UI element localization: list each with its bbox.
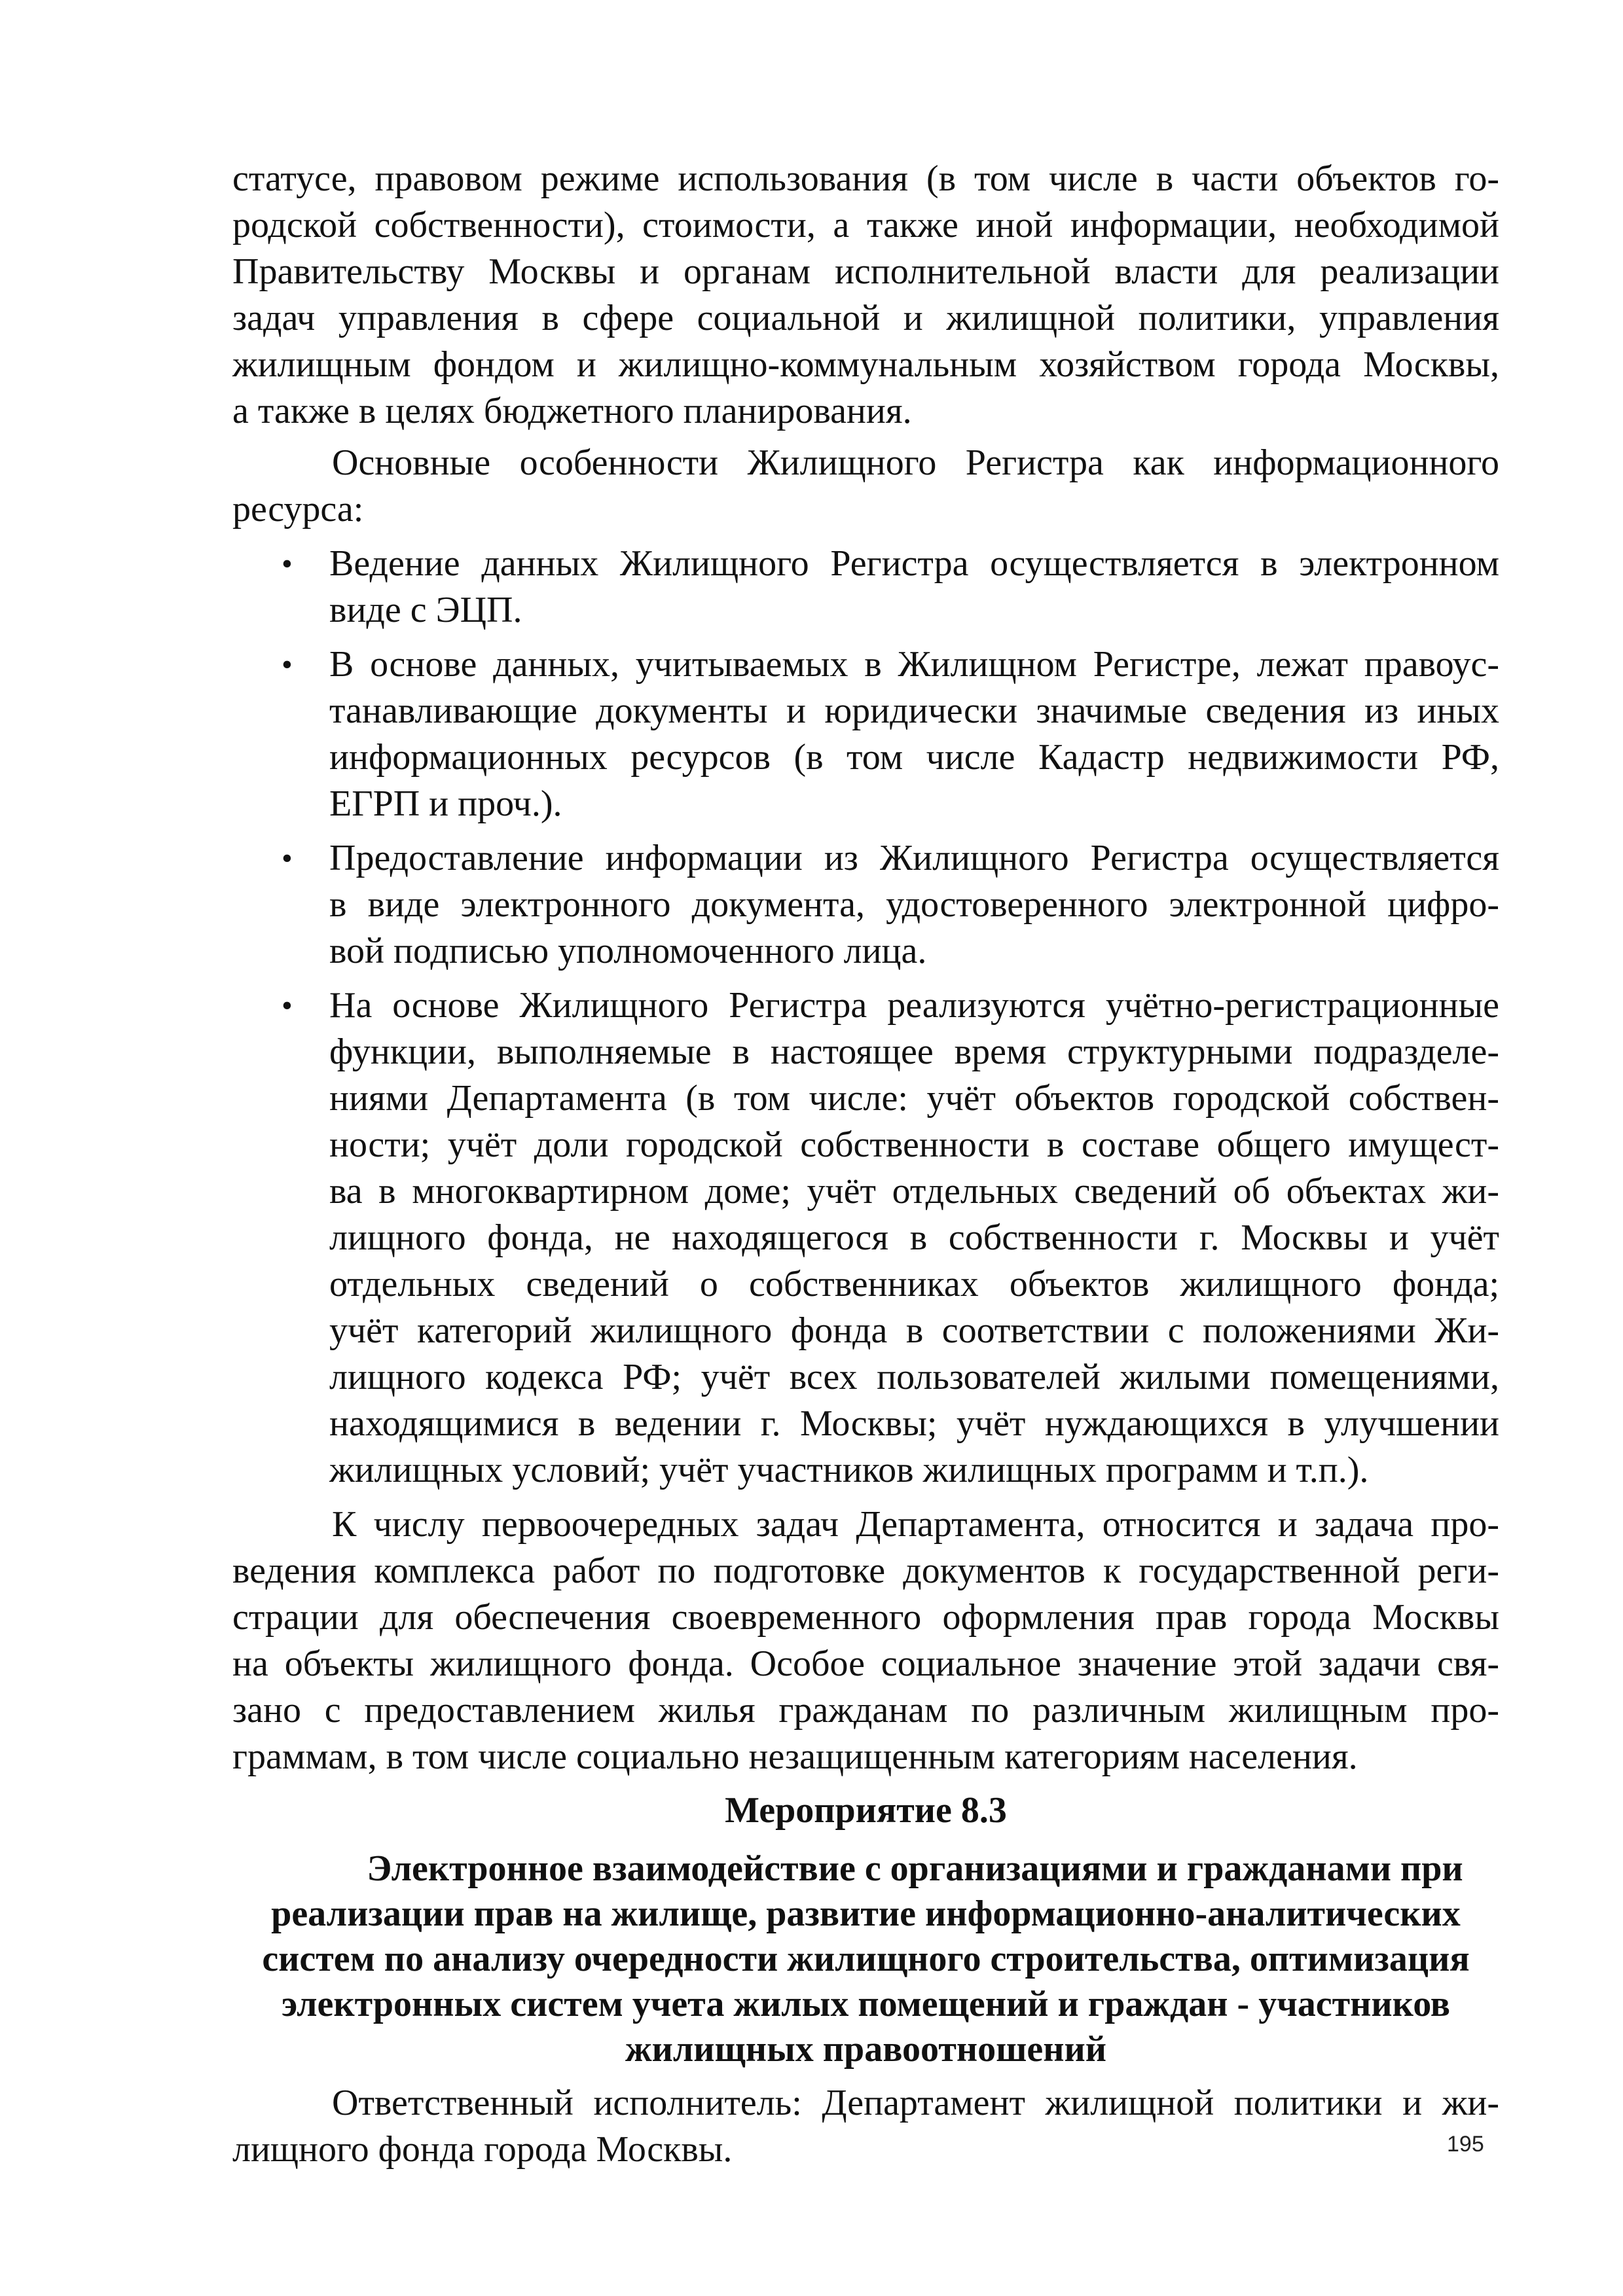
text-line: страции для обеспечения своевременного оформления прав города Москвы (232, 1597, 1499, 1638)
document-page (232, 156, 1499, 2173)
text-line: а также в целях бюджетного планирования. (232, 391, 912, 431)
text-line: вой подписью уполномоченного лица. (329, 931, 927, 971)
text-line: ниями Департамента (в том числе: учёт объектов городской собствен- (329, 1078, 1499, 1119)
text-line: К числу первоочередных задач Департамента, относится и задача про- (332, 1504, 1499, 1545)
heading-line: жилищных правоотношений (625, 2029, 1107, 2070)
text-line: ности; учёт доли городской собственности в составе общего имущест- (329, 1124, 1499, 1165)
text-line: родской собственности), стоимости, а также иной информации, необходимой (232, 205, 1499, 245)
text-line: Ответственный исполнитель: Департамент жилищной политики и жи- (332, 2083, 1499, 2123)
paragraph-main-features (232, 440, 1499, 533)
text-line: лищного фонда, не находящегося в собственности г. Москвы и учёт (329, 1217, 1499, 1258)
heading-line: систем по анализу очередности жилищного строительства, оптимизация (262, 1939, 1470, 1979)
text-line: статусе, правовом режиме использования (в том числе в части объектов го- (232, 158, 1499, 199)
heading-line: электронных систем учета жилых помещений и граждан - участников (281, 1984, 1451, 2024)
text-line: Ведение данных Жилищного Регистра осуществляется в электронном (329, 543, 1499, 584)
list-item (232, 541, 1499, 634)
text-line: лищного фонда города Москвы. (232, 2129, 733, 2170)
text-line: граммам, в том числе социально незащищенным категориям населения. (232, 1736, 1358, 1777)
text-line: На основе Жилищного Регистра реализуются учётно-регистрационные (329, 985, 1499, 1026)
text-line: информационных ресурсов (в том числе Кадастр недвижимости РФ, (329, 737, 1499, 778)
text-line: учёт категорий жилищного фонда в соответствии с положениями Жи- (329, 1310, 1499, 1351)
text-line: лищного кодекса РФ; учёт всех пользователей жилыми помещениями, (329, 1357, 1499, 1397)
bullet-icon: • (282, 647, 293, 682)
text-line: ЕГРП и проч.). (329, 783, 562, 824)
bullet-icon: • (282, 988, 293, 1023)
features-bullet-list (232, 541, 1499, 1494)
page-number: 195 (1447, 2132, 1484, 2157)
text-line: на объекты жилищного фонда. Особое социальное значение этой задачи свя- (232, 1643, 1499, 1684)
paragraph-responsible-executor (232, 2080, 1499, 2173)
text-line: находящимися в ведении г. Москвы; учёт нуждающихся в улучшении (329, 1403, 1499, 1444)
heading-line: Электронное взаимодействие с организациями и гражданами при (367, 1848, 1463, 1889)
text-line: В основе данных, учитываемых в Жилищном Регистре, лежат правоус- (329, 644, 1499, 685)
text-line: Основные особенности Жилищного Регистра как информационного (332, 442, 1499, 483)
text-line: в виде электронного документа, удостоверенного электронной цифро- (329, 884, 1499, 925)
paragraph-priority-tasks (232, 1501, 1499, 1780)
measure-title (232, 1846, 1499, 2072)
text-line: отдельных сведений о собственниках объектов жилищного фонда; (329, 1264, 1499, 1304)
text-line: ресурса: (232, 489, 364, 529)
text-line: Правительству Москвы и органам исполнительной власти для реализации (232, 251, 1499, 292)
text-line: Предоставление информации из Жилищного Регистра осуществляется (329, 838, 1499, 878)
text-line: задач управления в сфере социальной и жилищной политики, управления (232, 298, 1499, 338)
list-item (232, 835, 1499, 975)
paragraph-registry-description (232, 156, 1499, 435)
text-line: ва в многоквартирном доме; учёт отдельных сведений об объектах жи- (329, 1171, 1499, 1211)
list-item (232, 982, 1499, 1494)
text-line: жилищным фондом и жилищно-коммунальным хозяйством города Москвы, (232, 344, 1499, 385)
heading-line: реализации прав на жилище, развитие информационно-аналитических (271, 1893, 1461, 1934)
text-line: функции, выполняемые в настоящее время структурными подразделе- (329, 1031, 1499, 1072)
bullet-icon: • (282, 547, 293, 581)
text-line: зано с предоставлением жилья гражданам по различным жилищным про- (232, 1690, 1499, 1731)
text-line: жилищных условий; учёт участников жилищных программ и т.п.). (329, 1450, 1369, 1490)
measure-heading: Мероприятие 8.3 (725, 1790, 1007, 1831)
list-item (232, 641, 1499, 827)
text-line: виде с ЭЦП. (329, 590, 522, 630)
bullet-icon: • (282, 841, 293, 876)
text-line: ведения комплекса работ по подготовке документов к государственной реги- (232, 1551, 1499, 1591)
text-line: танавливающие документы и юридически значимые сведения из иных (329, 691, 1499, 731)
